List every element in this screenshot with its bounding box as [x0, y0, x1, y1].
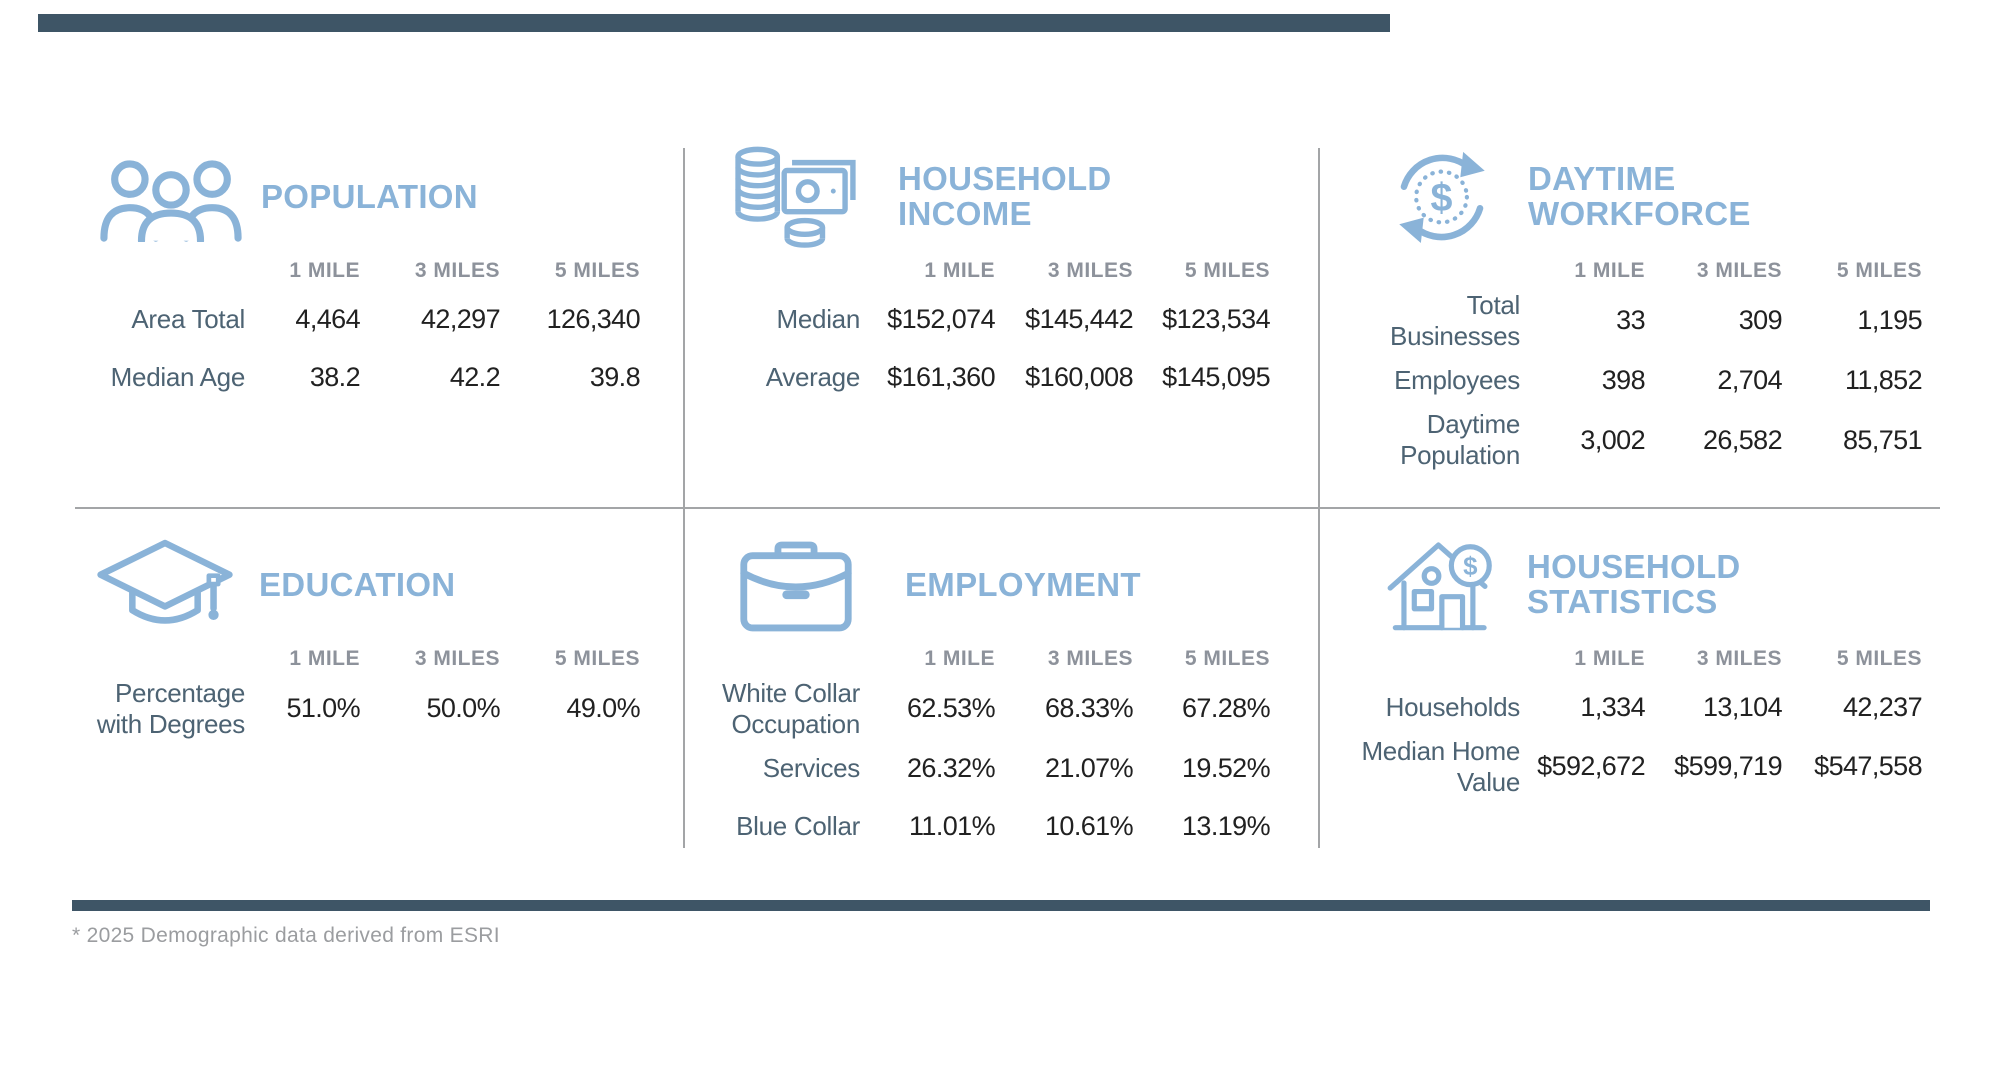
panel-title: HOUSEHOLD STATISTICS	[1527, 548, 1741, 620]
column-header: 3 MILES	[414, 259, 500, 282]
value-cell: $152,074	[887, 303, 995, 334]
spacer-cell	[1360, 640, 1520, 678]
household-statistics-table	[1360, 640, 1935, 797]
footer-accent-bar	[72, 900, 1930, 911]
value-cell: 11,852	[1845, 364, 1922, 395]
panel-daytime-workforce	[1360, 142, 1935, 471]
row-label: Total Businesses	[1390, 290, 1520, 351]
footnote: * 2025 Demographic data derived from ESRI	[72, 924, 500, 947]
value-cell: $161,360	[887, 361, 995, 392]
value-cell: 3,002	[1580, 424, 1645, 455]
graduation-cap-icon	[95, 535, 235, 635]
svg-text:$: $	[1463, 552, 1478, 581]
column-header: 5 MILES	[1184, 647, 1270, 670]
value-cell: $160,008	[1025, 361, 1133, 392]
panel-education	[75, 530, 670, 739]
row-label: Median Age	[110, 361, 245, 392]
value-cell: 26.32%	[907, 752, 995, 783]
panel-title: POPULATION	[261, 177, 478, 215]
value-cell: 42,297	[421, 303, 500, 334]
row-label: Area Total	[131, 303, 245, 334]
value-cell: 1,195	[1857, 305, 1922, 336]
value-cell: $145,442	[1025, 303, 1133, 334]
column-header: 3 MILES	[1047, 259, 1133, 282]
panel-title: HOUSEHOLD INCOME	[898, 160, 1112, 232]
value-cell: 126,340	[546, 303, 640, 334]
value-cell: 49.0%	[566, 693, 640, 724]
column-header: 1 MILE	[924, 259, 995, 282]
column-header: 3 MILES	[1696, 647, 1782, 670]
people-icon	[95, 152, 247, 242]
panel-title: EMPLOYMENT	[905, 565, 1141, 603]
value-cell: 11.01%	[909, 810, 995, 841]
education-table	[75, 640, 670, 739]
panel-title: DAYTIME WORKFORCE	[1528, 160, 1751, 232]
column-header: 1 MILE	[924, 647, 995, 670]
column-header: 5 MILES	[554, 259, 640, 282]
value-cell: 26,582	[1703, 424, 1782, 455]
value-cell: $145,095	[1162, 361, 1270, 392]
value-cell: $123,534	[1162, 303, 1270, 334]
money-coins-icon	[730, 143, 860, 251]
spacer-cell	[75, 640, 245, 678]
value-cell: 2,704	[1717, 364, 1782, 395]
spacer-cell	[1360, 252, 1520, 290]
top-accent-bar	[38, 14, 1390, 32]
employment-table	[670, 640, 1270, 855]
house-value-icon	[1385, 533, 1497, 638]
value-cell: 51.0%	[286, 693, 360, 724]
row-label: Blue Collar	[736, 811, 860, 841]
row-label: Average	[765, 361, 860, 392]
value-cell: 13,104	[1703, 691, 1782, 722]
value-cell: 21.07%	[1045, 752, 1133, 783]
household-income-table	[670, 252, 1270, 406]
value-cell: $599,719	[1674, 751, 1782, 782]
column-header: 3 MILES	[414, 647, 500, 670]
row-label: Employees	[1394, 365, 1520, 395]
value-cell: 50.0%	[426, 693, 500, 724]
value-cell: $592,672	[1537, 751, 1645, 782]
value-cell: 38.2	[309, 361, 360, 392]
row-label: Median Home Value	[1361, 736, 1520, 797]
svg-text:$: $	[1430, 176, 1453, 221]
row-label: Services	[762, 753, 860, 783]
row-label: Median	[776, 303, 860, 334]
panel-household-income	[670, 142, 1270, 406]
row-label: Daytime Population	[1400, 409, 1520, 471]
column-header: 3 MILES	[1047, 647, 1133, 670]
column-header: 5 MILES	[554, 647, 640, 670]
panel-employment	[670, 530, 1270, 855]
value-cell: 10.61%	[1045, 810, 1133, 841]
value-cell: 1,334	[1580, 691, 1645, 722]
value-cell: 4,464	[295, 303, 360, 334]
row-label: Households	[1385, 691, 1520, 722]
panel-population	[75, 142, 670, 406]
value-cell: 62.53%	[907, 693, 995, 724]
value-cell: 42,237	[1843, 691, 1922, 722]
briefcase-icon	[735, 536, 857, 634]
panel-household-statistics	[1360, 530, 1935, 797]
value-cell: 13.19%	[1182, 810, 1270, 841]
panel-title: EDUCATION	[259, 565, 456, 603]
value-cell: 309	[1738, 305, 1782, 336]
value-cell: 19.52%	[1182, 752, 1270, 783]
population-table	[75, 252, 670, 406]
divider-vertical-right	[1318, 148, 1320, 848]
column-header: 1 MILE	[289, 647, 360, 670]
spacer-cell	[75, 252, 245, 290]
value-cell: 67.28%	[1182, 693, 1270, 724]
value-cell: 68.33%	[1045, 693, 1133, 724]
spacer-cell	[670, 252, 860, 290]
value-cell: $547,558	[1814, 751, 1922, 782]
value-cell: 42.2	[449, 361, 500, 392]
dollar-cycle-icon	[1388, 143, 1496, 251]
value-cell: 398	[1601, 364, 1645, 395]
divider-horizontal	[75, 507, 1940, 509]
column-header: 1 MILE	[1574, 647, 1645, 670]
column-header: 5 MILES	[1184, 259, 1270, 282]
row-label: White Collar Occupation	[722, 678, 860, 739]
value-cell: 39.8	[589, 361, 640, 392]
value-cell: 85,751	[1843, 424, 1922, 455]
daytime-workforce-table	[1360, 252, 1935, 471]
column-header: 5 MILES	[1836, 647, 1922, 670]
row-label: Percentage with Degrees	[96, 678, 245, 739]
column-header: 1 MILE	[1574, 259, 1645, 282]
column-header: 5 MILES	[1836, 259, 1922, 282]
column-header: 1 MILE	[289, 259, 360, 282]
spacer-cell	[670, 640, 860, 678]
column-header: 3 MILES	[1696, 259, 1782, 282]
value-cell: 33	[1616, 305, 1645, 336]
